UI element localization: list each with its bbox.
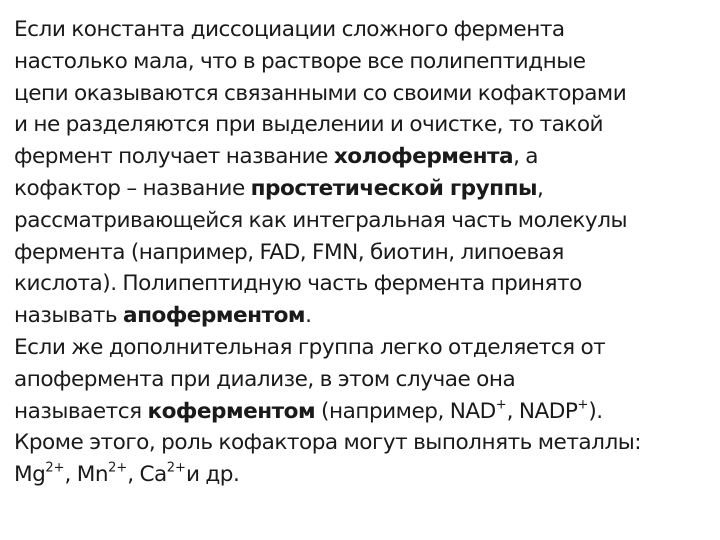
- text-line: [14, 173, 714, 205]
- text-line: кислота). Полипептидную часть фермента принято: [14, 271, 582, 297]
- text-block: [14, 14, 714, 491]
- text-line: Если же дополнительная группа легко отделяется от: [14, 334, 606, 360]
- text-line: [14, 141, 714, 173]
- text-fragment: ).: [588, 398, 603, 424]
- superscript: +: [495, 396, 507, 412]
- text-fragment: , Ca: [127, 462, 167, 488]
- text-line: апофермента при диализе, в этом случае она: [14, 366, 516, 392]
- paragraph-coenzyme: [14, 332, 714, 491]
- text-fragment: ,: [537, 175, 544, 201]
- term-prosthetic-group: простетической группы: [250, 175, 538, 201]
- text-fragment: и др.: [185, 462, 240, 488]
- text-fragment: фермент получает название: [14, 144, 334, 170]
- text-line: настолько мала, что в растворе все полипептидные: [14, 48, 586, 74]
- text-line: и не разделяются при выделении и очистке, то такой: [14, 112, 604, 138]
- superscript: +: [577, 396, 589, 412]
- text-fragment: , NADP: [506, 398, 578, 424]
- text-fragment: называть: [14, 303, 124, 329]
- text-fragment: кофактор – название: [14, 175, 251, 201]
- text-line: [14, 459, 714, 491]
- text-line: рассматривающейся как интегральная часть молекулы: [14, 207, 628, 233]
- term-holoenzyme: холофермента: [333, 144, 514, 170]
- superscript: 2+: [166, 460, 186, 476]
- text-line: фермента (например, FAD, FMN, биотин, липоевая: [14, 239, 564, 265]
- text-fragment: (например, NAD: [315, 398, 496, 424]
- text-fragment: , а: [513, 144, 539, 170]
- text-line: Кроме этого, роль кофактора могут выполнять металлы:: [14, 430, 642, 456]
- text-fragment: , Mn: [64, 462, 109, 488]
- text-line: [14, 396, 714, 428]
- text-line: цепи оказываются связанными со своими кофакторами: [14, 80, 627, 106]
- text-fragment: называется: [14, 398, 148, 424]
- text-line: [14, 300, 714, 332]
- paragraph-holoenzyme: [14, 14, 714, 332]
- term-coenzyme: коферментом: [147, 398, 316, 424]
- text-fragment: Mg: [14, 462, 46, 488]
- superscript: 2+: [45, 460, 65, 476]
- text-fragment: .: [305, 303, 312, 329]
- term-apoenzyme: апоферментом: [123, 303, 306, 329]
- superscript: 2+: [108, 460, 128, 476]
- text-line: Если константа диссоциации сложного фермента: [14, 17, 565, 42]
